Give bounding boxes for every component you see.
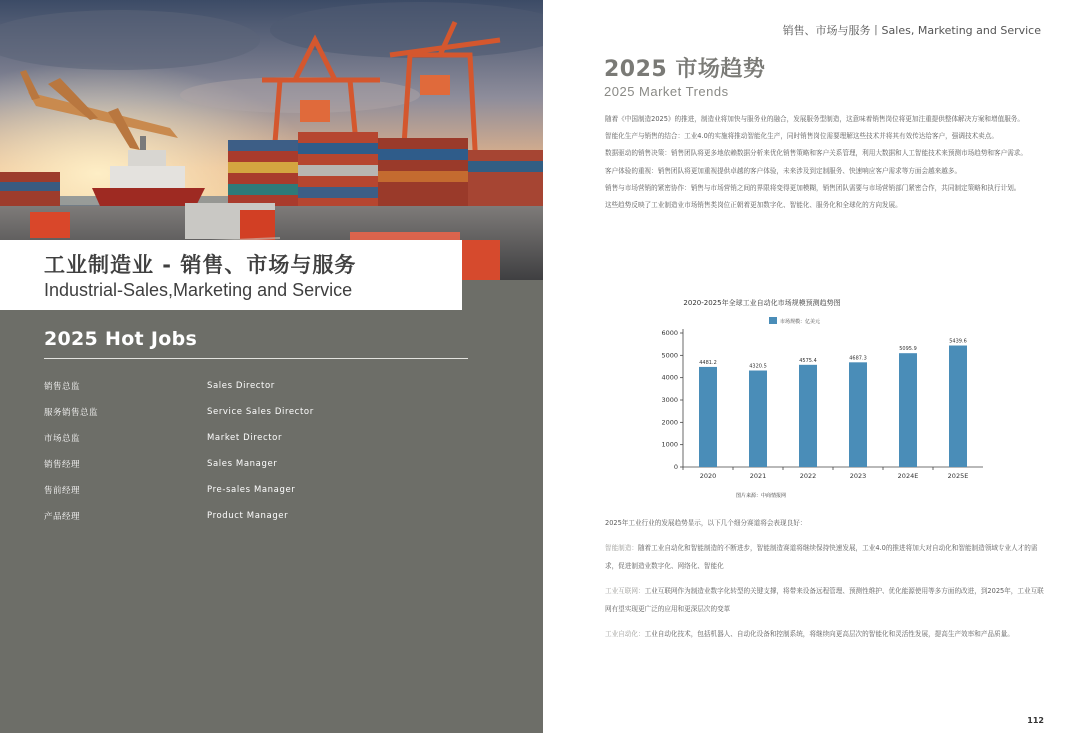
bar [799, 365, 817, 467]
job-title-cn: 服务销售总监 [44, 408, 99, 418]
job-title-cn: 产品经理 [44, 512, 81, 522]
section-title-en: 2025 Market Trends [604, 84, 729, 99]
data-label: 4687.3 [849, 355, 867, 362]
paragraph: 客户体验的重视：销售团队将更加重视提供卓越的客户体验，未来涉及到定制服务、快速响应客户需求等方面会越来越多。 [605, 166, 962, 175]
analysis-item-label: 工业自动化： [605, 629, 645, 638]
y-tick-label: 3000 [661, 396, 678, 404]
cover-photo-port-logistics [0, 0, 543, 280]
job-title-cn: 市场总监 [44, 434, 81, 444]
title-box [0, 240, 462, 310]
job-row [44, 451, 464, 477]
paragraph: 销售与市场营销的紧密协作：销售与市场营销之间的界限将变得更加模糊，销售团队需要与市场营销部门紧密合作，共同制定策略和执行计划。 [605, 183, 1021, 192]
job-row [44, 503, 464, 529]
market-size-chart [628, 295, 998, 505]
job-title-cn: 销售经理 [44, 460, 81, 470]
data-label: 5439.6 [949, 338, 967, 345]
x-tick-label: 2021 [749, 472, 767, 480]
paragraph: 数据驱动的销售决策：销售团队将更多地依赖数据分析来优化销售策略和客户关系管理，利用大数据和人工智能技术来预测市场趋势和客户需求。 [605, 149, 1027, 158]
job-title-cn: 销售总监 [44, 382, 81, 392]
analysis-item [605, 582, 1045, 619]
market-trends-text [605, 111, 1045, 214]
port-illustration [0, 0, 543, 280]
right-page [543, 0, 1080, 733]
chart-title: 2020-2025年全球工业自动化市场规模预测趋势图 [683, 299, 841, 307]
y-tick-label: 6000 [661, 329, 678, 337]
analysis-item-label: 工业互联网： [605, 586, 645, 595]
analysis-item-text: 随着工业自动化和智能制造的不断进步，智能制造赛道将继续保持快速发展，工业4.0的推进将加大对自动化和智能制造领域专业人才的需求，促进制造业数字化、网络化、智能化 [605, 543, 1038, 570]
hot-jobs-list [44, 373, 464, 529]
section-title-cn: 2025 市场趋势 [604, 57, 766, 82]
analysis-intro: 2025年工业行业的发展趋势显示，以下几个细分赛道将会表现良好： [605, 519, 807, 527]
data-label: 4575.4 [799, 357, 817, 364]
analysis-item [605, 539, 1045, 576]
bar [849, 362, 867, 467]
job-row [44, 425, 464, 451]
paragraph: 这些趋势反映了工业制造业市场销售类岗位正朝着更加数字化、智能化、服务化和全球化的方向发展。 [605, 201, 902, 210]
legend-label: 市场规模：亿美元 [780, 319, 821, 325]
job-row [44, 477, 464, 503]
bar [949, 346, 967, 467]
job-title-en: Market Director [207, 433, 283, 443]
y-tick-label: 1000 [661, 440, 678, 449]
job-row [44, 399, 464, 425]
x-tick-label: 2020 [699, 472, 717, 480]
y-tick-label: 4000 [661, 373, 678, 382]
page-title-en: Industrial-Sales,Marketing and Service [44, 280, 353, 300]
legend-swatch [769, 317, 777, 324]
paragraph: 智能化生产与销售的结合：工业4.0的实施将推动智能化生产，同时销售岗位需要理解这些技术并将其有效传达给客户，强调技术卖点。 [605, 132, 998, 141]
data-label: 4320.5 [749, 363, 767, 370]
y-tick-label: 5000 [661, 351, 678, 360]
bar [699, 367, 717, 467]
job-row [44, 373, 464, 399]
divider [44, 358, 468, 359]
data-label: 5095.9 [899, 346, 917, 353]
analysis-item-label: 智能制造： [605, 543, 638, 552]
job-title-cn: 售前经理 [44, 486, 81, 496]
y-tick-label: 2000 [661, 418, 678, 427]
bar-chart [628, 295, 998, 505]
x-tick-label: 2024E [897, 472, 919, 480]
job-title-en: Sales Manager [207, 459, 278, 469]
job-title-en: Pre-sales Manager [207, 485, 296, 495]
y-tick-label: 0 [673, 463, 678, 471]
page-title-cn: 工业制造业 - 销售、市场与服务 [44, 253, 357, 277]
x-tick-label: 2023 [849, 472, 867, 480]
data-label: 4481.2 [699, 359, 717, 366]
paragraph: 随着《中国制造2025》的推进，制造业将加快与服务业的融合，发展服务型制造，这意味着销售岗位将更加注重提供整体解决方案和增值服务。 [605, 115, 1024, 123]
bar [749, 371, 767, 467]
analysis-item-text: 工业互联网作为制造业数字化转型的关键支撑，将带来设备远程管理、预测性维护、优化能源使用等多方面的改进，到2025年，工业互联网有望实现更广泛的应用和更深层次的变革 [605, 586, 1044, 613]
chart-source: 图片来源：中商情报网 [735, 493, 787, 499]
analysis-item-text: 工业自动化技术，包括机器人、自动化设备和控制系统，将继续向更高层次的智能化和灵活性发展，提高生产效率和产品质量。 [644, 629, 1014, 638]
bar [899, 353, 917, 467]
x-tick-label: 2025E [947, 472, 969, 480]
job-title-en: Service Sales Director [207, 407, 314, 417]
segment-outlook-text [605, 514, 1045, 643]
job-title-en: Sales Director [207, 381, 275, 391]
running-header: 销售、市场与服务丨Sales, Marketing and Service [782, 24, 1041, 37]
hot-jobs-heading: 2025 Hot Jobs [44, 328, 198, 350]
analysis-item [605, 625, 1045, 644]
job-title-en: Product Manager [207, 511, 289, 521]
page-number: 112 [1027, 716, 1044, 725]
x-tick-label: 2022 [799, 472, 817, 480]
